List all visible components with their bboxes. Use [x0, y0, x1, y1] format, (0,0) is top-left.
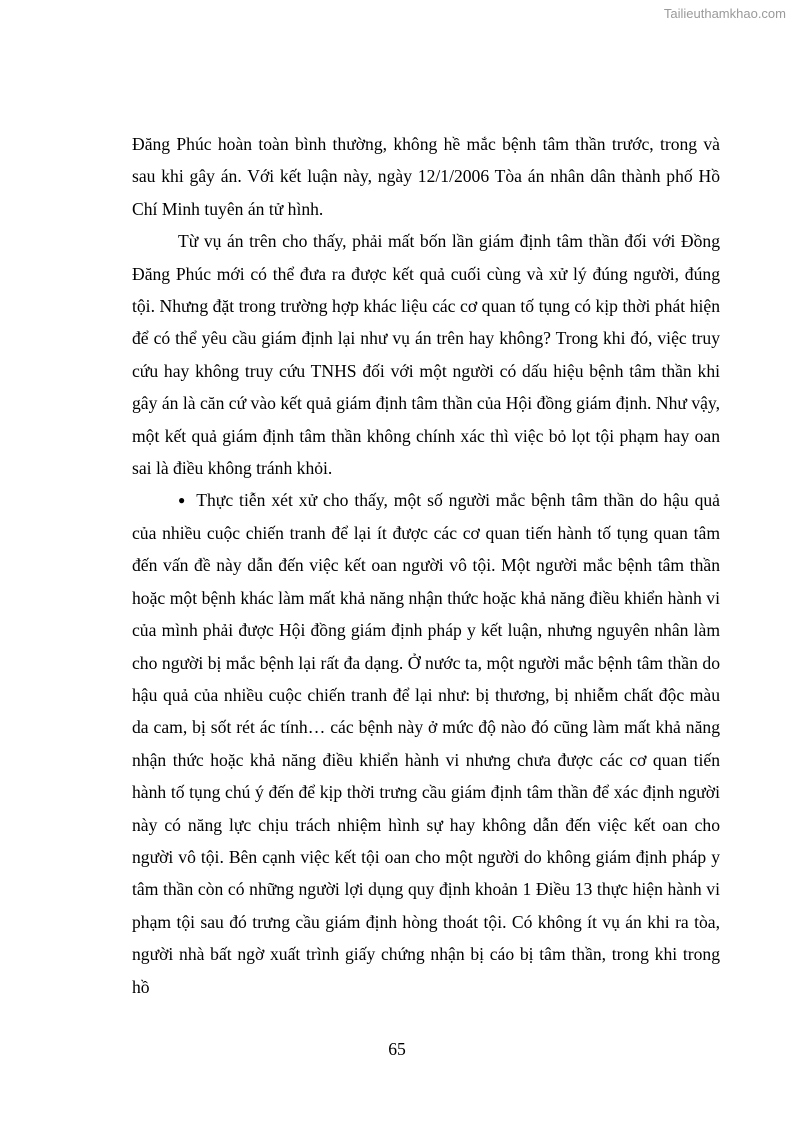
paragraph-case-analysis: Từ vụ án trên cho thấy, phải mất bốn lần giám định tâm thần đối với Đồng Đăng Phúc mới có thể đưa ra được kết quả cuối cùng và xử lý đúng người, đúng tội. Nhưng đặt trong trường hợp khác liệu các cơ quan tố tụng có kịp thời phát hiện để có thể yêu cầu giám định lại như vụ án trên hay không? Trong khi đó, việc truy cứu hay không truy cứu TNHS đối với một người có dấu hiệu bệnh tâm thần khi gây án là căn cứ vào kết quả giám định tâm thần của Hội đồng giám định. Như vậy, một kết quả giám định tâm thần không chính xác thì việc bỏ lọt tội phạm hay oan sai là điều không tránh khỏi. — [132, 231, 720, 479]
bullet-paragraph-text: Thực tiễn xét xử cho thấy, một số người mắc bệnh tâm thần do hậu quả của nhiều cuộc chiến tranh để lại ít được các cơ quan tiến hành tố tụng quan tâm đến vấn đề này dẫn đến việc kết oan người vô tội. Một người mắc bệnh tâm thần hoặc một bệnh khác làm mất khả năng nhận thức hoặc khả năng điều khiển hành vi của mình phải được Hội đồng giám định pháp y kết luận, nhưng nguyên nhân làm cho người bị mắc bệnh lại rất đa dạng. Ở nước ta, một người mắc bệnh tâm thần do hậu quả của nhiều cuộc chiến tranh để lại như: bị thương, bị nhiễm chất độc màu da cam, bị sốt rét ác tính… các bệnh này ở mức độ nào đó cũng làm mất khả năng nhận thức hoặc khả năng điều khiển hành vi nhưng chưa được các cơ quan tiến hành tố tụng chú ý đến để kịp thời trưng cầu giám định tâm thần để xác định người này có năng lực chịu trách nhiệm hình sự hay không dẫn đến việc kết oan cho người vô tội. Bên cạnh việc kết tội oan cho một người do không giám định pháp y tâm thần còn có những người lợi dụng quy định khoản 1 Điều 13 thực hiện hành vi phạm tội sau đó trưng cầu giám định hòng thoát tội. Có không ít vụ án khi ra tòa, người nhà bất ngờ xuất trình giấy chứng nhận bị cáo bị tâm thần, trong khi trong hồ — [132, 490, 720, 997]
paragraph-continuation: Đăng Phúc hoàn toàn bình thường, không hề mắc bệnh tâm thần trước, trong và sau khi gây án. Với kết luận này, ngày 12/1/2006 Tòa án nhân dân thành phố Hồ Chí Minh tuyên án tử hình. — [132, 134, 720, 219]
document-body — [132, 128, 720, 1003]
bullet-icon: ● — [178, 493, 186, 508]
bullet-paragraph — [132, 484, 720, 1003]
page-number: 65 — [388, 1039, 406, 1059]
watermark-text: Tailieuthamkhao.com — [663, 6, 786, 21]
